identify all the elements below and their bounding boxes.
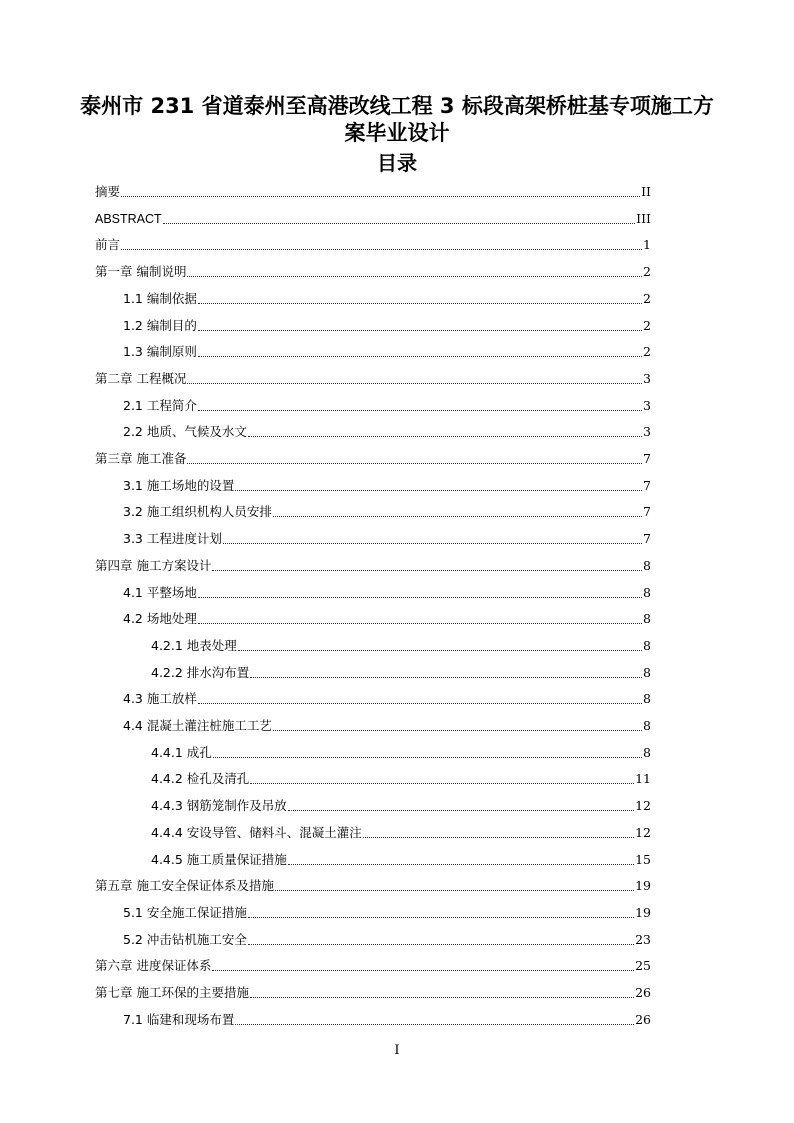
toc-entry[interactable] [95,792,651,814]
toc-entry-label: 2.2 地质、气候及水文 [123,424,247,440]
toc-entry-label: 摘要 [95,184,121,199]
toc-entry-label: 4.3 施工放样 [123,691,197,707]
toc-leader-dots [248,917,634,918]
toc-entry-page: III [636,210,651,226]
toc-entry-page: 7 [643,451,651,466]
toc-entry[interactable] [95,178,651,200]
toc-entry-page: 11 [635,771,651,787]
toc-entry-page: 26 [635,985,651,1000]
toc-entry[interactable] [95,819,651,841]
toc-entry[interactable] [95,285,651,307]
toc-leader-dots [288,864,634,865]
toc-leader-dots [273,516,642,517]
toc-entry-label: 3.2 施工组织机构人员安排 [123,504,272,520]
toc-entry[interactable] [95,365,651,387]
toc-leader-dots [212,970,634,971]
toc-entry-page: 2 [643,290,651,306]
toc-entry-page: 3 [643,424,651,440]
toc-leader-dots [198,303,642,304]
toc-leader-dots [250,677,642,678]
toc-entry-page: 3 [643,397,651,413]
toc-entry-label: 4.2.2 排水沟布置 [151,664,250,680]
toc-entry-page: 1 [643,237,651,253]
toc-entry[interactable] [95,659,651,681]
toc-leader-dots [250,783,634,784]
toc-entry-page: 8 [643,664,651,680]
toc-entry-label: 4.4 混凝土灌注桩施工工艺 [123,718,272,733]
toc-leader-dots [238,650,642,651]
toc-entry-page: 8 [643,691,651,707]
toc-entry-page: 8 [643,584,651,600]
toc-entry-label: 4.4.2 检孔及清孔 [151,771,250,787]
toc-entry-page: 8 [643,744,651,760]
toc-entry-page: 7 [643,531,651,547]
toc-entry-label: 1.2 编制目的 [123,317,197,333]
toc-leader-dots [288,810,634,811]
toc-entry-label: 4.4.3 钢筋笼制作及吊放 [151,798,287,814]
toc-entry[interactable] [95,445,651,467]
toc-entry-page: 19 [635,878,651,894]
toc-leader-dots [235,1024,634,1025]
toc-entry[interactable] [95,979,651,1001]
toc-entry[interactable] [95,525,651,547]
toc-entry-label: 第五章 施工安全保证体系及措施 [95,878,274,894]
toc-leader-dots [198,623,642,624]
toc-entry[interactable] [95,579,651,601]
toc-entry-label: 4.2 场地处理 [123,611,197,627]
toc-leader-dots [198,410,642,411]
toc-leader-dots [363,837,634,838]
toc-entry-label: 4.2.1 地表处理 [151,637,237,653]
toc-entry-label: 第二章 工程概况 [95,370,187,386]
toc-entry-page: 26 [635,1011,651,1027]
toc-entry[interactable] [95,899,651,921]
toc-entry-label: 第七章 施工环保的主要措施 [95,985,249,1000]
toc-entry[interactable] [95,872,651,894]
toc-leader-dots [163,223,635,224]
toc-entry-page: II [641,184,651,199]
toc-leader-dots [223,543,642,544]
toc-entry-page: 2 [643,317,651,333]
toc-entry-label: 第六章 进度保证体系 [95,958,212,974]
toc-leader-dots [121,196,640,197]
toc-entry-page: 7 [643,504,651,520]
toc-entry[interactable] [95,205,651,227]
toc-entry-page: 19 [635,904,651,920]
toc-entry[interactable] [95,472,651,494]
toc-entry[interactable] [95,552,651,574]
toc-entry-page: 25 [635,958,651,974]
toc-entry-page: 2 [643,344,651,360]
toc-leader-dots [213,757,642,758]
toc-leader-dots [198,356,642,357]
toc-entry[interactable] [95,258,651,280]
toc-leader-dots [212,570,642,571]
toc-entry-label: 5.2 冲击钻机施工安全 [123,931,247,947]
toc-leader-dots [198,330,642,331]
toc-entry-label: 3.1 施工场地的设置 [123,477,235,493]
toc-leader-dots [248,436,642,437]
toc-entry-label: 4.1 平整场地 [123,584,197,600]
toc-entry-page: 8 [643,557,651,573]
toc-entry-label: 7.1 临建和现场布置 [123,1011,235,1027]
toc-leader-dots [275,890,634,891]
toc-entry[interactable] [95,392,651,414]
toc-entry[interactable] [95,312,651,334]
toc-leader-dots [121,249,642,250]
toc-entry-label: 1.3 编制原则 [123,344,197,360]
toc-entry-page: 23 [635,931,651,947]
toc-entry[interactable] [95,712,651,734]
toc-entry-label: 5.1 安全施工保证措施 [123,904,247,920]
toc-entry[interactable] [95,1006,651,1028]
document-title: 泰州市 231 省道泰州至高港改线工程 3 标段高架桥桩基专项施工方案毕业设计 [80,94,714,145]
toc-entry[interactable] [95,605,651,627]
toc-entry-page: 2 [643,264,651,280]
toc-entry[interactable] [95,846,651,868]
toc-entry[interactable] [95,338,651,360]
toc-leader-dots [187,276,642,277]
toc-entry[interactable] [95,685,651,707]
toc-entry-label: 1.1 编制依据 [123,290,197,306]
toc-entry-label: 4.4.1 成孔 [151,744,212,760]
toc-leader-dots [235,490,642,491]
toc-leader-dots [250,997,634,998]
toc-entry-label: 第四章 施工方案设计 [95,557,212,573]
toc-entry-label: 4.4.5 施工质量保证措施 [151,851,287,867]
toc-entry-label: 4.4.4 安设导管、储料斗、混凝土灌注 [151,824,362,840]
toc-entry-page: 15 [635,851,651,867]
toc-entry-page: 8 [643,637,651,653]
toc-heading: 目录 [377,151,417,175]
toc-leader-dots [187,463,642,464]
toc-entry-page: 12 [635,824,651,840]
toc-entry[interactable] [95,739,651,761]
toc-leader-dots [198,597,642,598]
toc-entry[interactable] [95,498,651,520]
toc-entry-page: 8 [643,718,651,733]
toc-entry-label: 第一章 编制说明 [95,264,187,280]
toc-entry-label: 第三章 施工准备 [95,451,187,466]
toc-entry-page: 3 [643,370,651,386]
toc-entry-label: ABSTRACT [95,211,162,226]
toc-entry[interactable] [95,952,651,974]
toc-entry[interactable] [95,765,651,787]
toc-leader-dots [187,383,642,384]
toc-entry-page: 8 [643,611,651,627]
toc-entry-label: 2.1 工程简介 [123,397,197,413]
toc-entry[interactable] [95,418,651,440]
toc-leader-dots [273,730,642,731]
toc-entry-label: 前言 [95,237,121,253]
page-number: I [394,1043,400,1058]
toc-entry-label: 3.3 工程进度计划 [123,531,222,547]
toc-leader-dots [198,703,642,704]
toc-entry[interactable] [95,632,651,654]
toc-entry-page: 7 [643,477,651,493]
toc-leader-dots [248,944,634,945]
toc-entry-page: 12 [635,798,651,814]
toc-entry[interactable] [95,231,651,253]
toc-entry[interactable] [95,926,651,948]
